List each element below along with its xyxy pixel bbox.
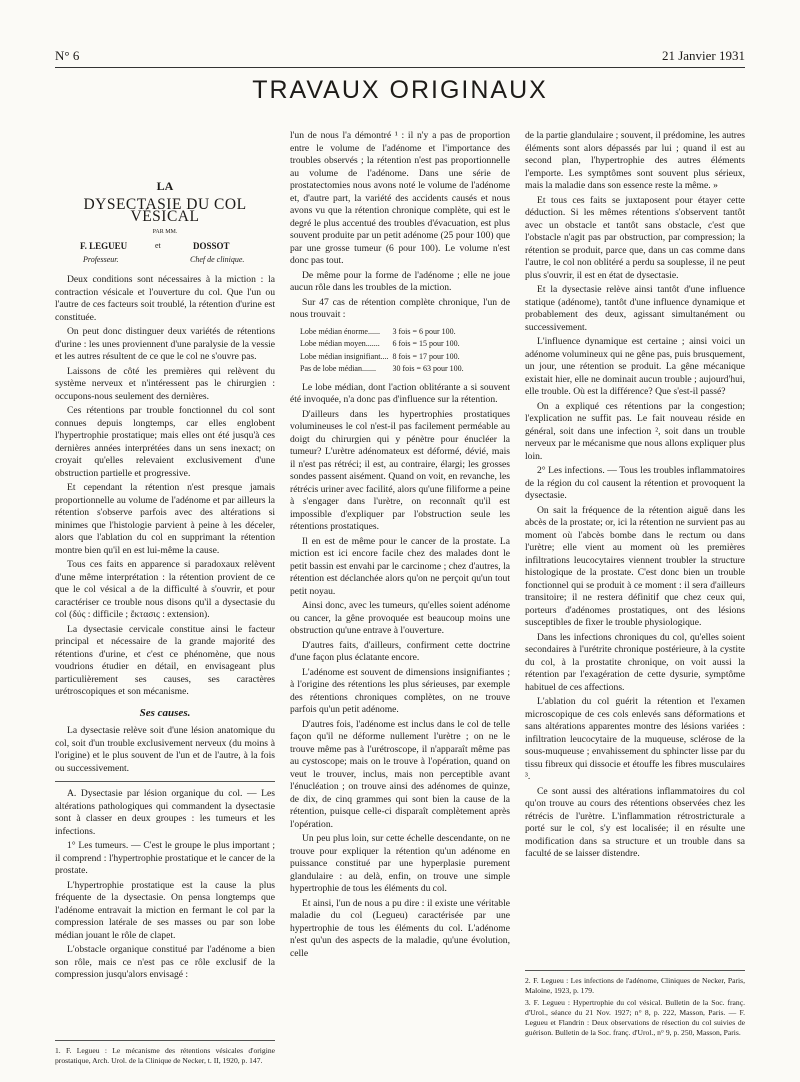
- role-legueu: Professeur.: [83, 255, 119, 264]
- journal-page: [55, 40, 745, 1065]
- paragraph: De même pour la forme de l'adénome ; elle ne joue aucun rôle dans les troubles de la miction.: [290, 269, 510, 293]
- footnote-1: 1. F. Legueu : Le mécanisme des rétentions vésicales d'origine prostatique, Arch. Urol. de la Clinique de Necker, t. II, 1920, p. 147.: [55, 1046, 275, 1065]
- paragraph: Et la dysectasie relève ainsi tantôt d'une influence statique (adénome), tantôt d'une influence dynamique et probablement des deux, agissant simultanément ou successivement.: [525, 284, 745, 333]
- footnotes: [55, 1040, 275, 1068]
- paragraph: Et cependant la rétention n'est presque jamais proportionnelle au volume de l'adénome et par ailleurs la rétention s'observe parfois avec des altérations si minimes que l'histologie parvient à peine à les déceler, alors que l'ablation du col en supprimant la rétention montre bien qu'il en est lui-même la cause.: [55, 482, 275, 556]
- authors: [55, 240, 275, 254]
- paragraph: On sait la fréquence de la rétention aiguë dans les abcès de la prostate; or, ici la rétention ne survient pas au moment où l'abcès bombe dans le rectum ou dans l'urètre; elle vient au moment où les premières infiltrations leucocytaires viennent troubler la structure histologique de la prostate. C'est donc bien un trouble fonctionnel qui se produit à ce moment : il sera d'ailleurs transitoire; il ne restera définitif que chez ceux qui, porteurs d'adénomes prostatiques, ont des lésions susceptibles de fixer le trouble physiologique.: [525, 504, 745, 628]
- paragraph: D'autres faits, d'ailleurs, confirment cette doctrine d'une façon plus éclatante encore.: [290, 639, 510, 663]
- footnote-2: 2. F. Legueu : Les infections de l'adénome, Cliniques de Necker, Paris, Maloine, 1923, p. 179.: [525, 976, 745, 995]
- paragraph: A. Dysectasie par lésion organique du col. — Les altérations pathologiques qui commandent la dysectasie sont à classer en deux groupes : les tumeurs et les infections.: [55, 788, 275, 837]
- lobe-stats-table: [300, 326, 468, 376]
- paragraph: L'adénome est souvent de dimensions insignifiantes ; à l'origine des rétentions les plus sérieuses, par exemple des rétentions chroniques complètes, on ne trouve parfois qu'un petit adénome.: [290, 666, 510, 715]
- paragraph: 2° Les infections. — Tous les troubles inflammatoires de la région du col causent la rétention et provoquent la dysectasie.: [525, 465, 745, 501]
- authors-par: PAR MM.: [152, 228, 178, 235]
- table-row: [300, 363, 468, 376]
- column-3: [525, 130, 745, 1037]
- paragraph: Dans les infections chroniques du col, qu'elles soient secondaires à l'urétrite chronique postérieure, à la cystite du col, à la prostatite chronique, on voit aussi la rétention par l'exagération de cette dysurie, symptôme habituel de ces affections.: [525, 631, 745, 693]
- author-dossot: DOSSOT: [193, 241, 230, 251]
- paragraph: On peut donc distinguer deux variétés de rétentions d'urine : les unes proviennent d'une paralysie de la vessie et les autres résultent de ce que le col ne s'ouvre pas.: [55, 326, 275, 362]
- paragraph: Sur 47 cas de rétention complète chronique, l'un de nous trouvait :: [290, 296, 510, 320]
- footnote-3: 3. F. Legueu : Hypertrophie du col vésical. Bulletin de la Soc. franç. d'Urol., séance du 21 Nov. 1927; n° 8, p. 222, Masson, Paris. — F. Legueu et Flandrin : Deux observations de résection du col suivies de guérison. Bulletin de la Soc. franç. d'Urol., n° 9, p. 250, Masson, Paris.: [525, 998, 745, 1037]
- stat-label: Lobe médian insignifiant....: [300, 351, 389, 361]
- article-title: DYSECTASIE DU COL VÉSICAL: [83, 195, 247, 225]
- column-1: [55, 130, 275, 1065]
- paragraph: L'influence dynamique est certaine ; ainsi voici un adénome volumineux qui ne gêne pas, puis brusquement, un jour, une rétention se produit. La gêne mécanique existait hier, elle ne dominait aucun trouble ; aujourd'hui, elle trouble. Où est la différence? Que s'est-il passé?: [525, 336, 745, 397]
- stat-label: Lobe médian moyen.......: [300, 339, 380, 348]
- paragraph: La dysectasie cervicale constitue ainsi le facteur principal et nécessaire de la grande majorité des rétentions d'urine, et c'est ce phénomène, que nous voudrions étudier en détail, en envisageant plus particulièrement ses causes, ses caractères urétroscopiques et son mécanisme.: [55, 623, 275, 697]
- paragraph: Et tous ces faits se juxtaposent pour étayer cette déduction. Si les mêmes rétentions s'observent tantôt avec un obstacle et tantôt sans obstacle, c'est que l'obstacle n'agit pas par obstruction, par compression; la rétention se produit, parce que, dans un cas comme dans l'autre, le col non oblitéré a perdu sa souplesse, il ne peut plus s'ouvrir, il est en état de dysectasie.: [525, 194, 745, 281]
- paragraph: Et ainsi, l'un de nous a pu dire : il existe une véritable maladie du col (Legueu) caractérisée par une hypertrophie de tous les éléments du col. L'adénome n'est qu'un des aspects de la maladie, qu'une évolution, celle: [290, 897, 510, 959]
- paragraph: L'hypertrophie prostatique est la cause la plus fréquente de la dysectasie. On pensa longtemps que l'adénome entravait la miction en fermant le col par la compression latérale de ses masses ou par son lobe médian jouant le rôle de clapet.: [55, 879, 275, 941]
- paragraph: D'ailleurs dans les hypertrophies prostatiques volumineuses le col n'est-il pas facilement perméable au doigt du chirurgien qui y pénètre pour énucléer la tumeur? L'urètre adénomateux est déformé, dévié, mais il n'est pas rétréci; il est, au contraire, élargi; les grosses sondes passent aisément. Quand on voit, en revanche, les rétrécis uriner avec facilité, alors qu'une filiforme a peine à s'engager dans l'urètre, on reconnaît qu'il est impossible d'expliquer par l'obstruction seule les rétentions prostatiques.: [290, 408, 510, 532]
- table-row: [300, 338, 468, 351]
- header-rule: [55, 67, 745, 68]
- role-dossot: Chef de clinique.: [190, 255, 245, 264]
- stat-value: 30 fois = 63 pour 100.: [392, 364, 464, 373]
- stat-value: 3 fois = 6 pour 100.: [392, 326, 456, 336]
- stat-label: Pas de lobe médian.......: [300, 364, 376, 373]
- paragraph: l'un de nous l'a démontré ¹ : il n'y a pas de proportion entre le volume de l'adénome et l'importance des troubles observés ; la rétention n'est pas proportionnelle au volume de l'adénome. Dans une série de prostatectomies nous avons noté le volume de l'adénome et, d'autre part, la variété des accidents causés et nous avons vu que la rétention chronique complète, qui est le degré le plus accentué des troubles d'évacuation, est plus souvent produite par un petit adénome (25 pour 100) que par une grosse tumeur (6 pour 100). Le volume n'est donc pas tout.: [290, 130, 510, 266]
- stat-label: Lobe médian énorme......: [300, 326, 380, 336]
- table-row: [300, 351, 468, 364]
- paragraph: Deux conditions sont nécessaires à la miction : la contraction vésicale et l'ouverture du col. Que l'un ou l'autre de ces facteurs soit troublé, la rétention d'urine est constituée.: [55, 274, 275, 323]
- issue-number: N° 6: [55, 48, 80, 63]
- author-roles: [55, 254, 275, 274]
- paragraph: de la partie glandulaire ; souvent, il prédomine, les autres éléments sont alors dépassés par lui ; quand il est au second plan, l'hypertrophie des autres éléments l'emporte. Les symptômes sont souvent plus sérieux, mais la maladie dans son essence reste la même. »: [525, 130, 745, 191]
- paragraph: La dysectasie relève soit d'une lésion anatomique du col, soit d'un trouble exclusivement nerveux (du moins à l'origine) et le plus souvent de l'un et de l'autre, à la fois ou successivement.: [55, 725, 275, 774]
- paragraph: 1° Les tumeurs. — C'est le groupe le plus important ; il comprend : l'hypertrophie prostatique et le cancer de la prostate.: [55, 840, 275, 876]
- paragraph: Le lobe médian, dont l'action oblitérante a si souvent été invoquée, n'a donc pas d'influence sur la rétention.: [290, 381, 510, 405]
- paragraph: On a expliqué ces rétentions par la congestion; l'explication ne suffit pas. Le fait nouveau réside en général, soit dans une infection ², soit dans un trouble nerveux par le mécanisme que nous allons expliquer plus loin.: [525, 400, 745, 462]
- author-legueu: F. LEGUEU: [80, 241, 128, 251]
- paragraph: Tous ces faits en apparence si paradoxaux relèvent d'une même interprétation : la rétention provient de ce que le col vésical a de la difficulté à s'ouvrir, et pour caractériser ce trouble nous disons qu'il a dysectasie du col (δύς : difficile ; ἔκτασις : extension).: [55, 559, 275, 620]
- stat-value: 6 fois = 15 pour 100.: [392, 339, 460, 348]
- table-row: [300, 326, 468, 339]
- footnotes: [525, 970, 745, 1040]
- stat-value: 8 fois = 17 pour 100.: [392, 351, 460, 361]
- divider: [55, 781, 275, 782]
- issue-date: 21 Janvier 1931: [661, 48, 745, 63]
- paragraph: Il en est de même pour le cancer de la prostate. La miction est ici encore facile chez des malades dont le petit bassin est envahi par le carcinome ; chez d'autres, la rétention est déclanchée alors qu'on ne perçoit qu'un tout petit noyau.: [290, 535, 510, 597]
- section-title: TRAVAUX ORIGINAUX: [252, 76, 548, 104]
- paragraph: Un peu plus loin, sur cette échelle descendante, on ne trouve pour expliquer la rétention qu'un adénome en puissance constitué par une hyperplasie purement glandulaire : au delà, enfin, on trouve une simple hypertrophie de tous les éléments du col.: [290, 833, 510, 894]
- article-prefix: LA: [156, 179, 174, 193]
- paragraph: Ce sont aussi des altérations inflammatoires du col qu'on trouve au cours des rétentions observées chez les rétrécis de l'urètre. L'inflammation rétrostricturale a porté sur le col, s'y est localisée; il en résulte une modification dans sa structure et un trouble dans sa faculté de se laisser distendre.: [525, 785, 745, 859]
- paragraph: L'obstacle organique constitué par l'adénome a bien son rôle, mais ce n'est pas ce rôle exclusif de la compression jusqu'alors envisagé :: [55, 944, 275, 980]
- paragraph: D'autres fois, l'adénome est inclus dans le col de telle façon qu'il ne déforme nullement l'urètre ; on ne le trouve même pas à l'urétroscope, il n'apparaît même pas au cystoscope; mais on le trouve à l'opération, quand on veut le trouver, inclus, mais non perceptible avant l'énucléation ; on trouve ainsi des adénomes de quinze, de dix, de cinq grammes qui sont bien la cause de la rétention, puisque celle-ci disparaît complètement après l'opération.: [290, 718, 510, 830]
- authors-and: et: [155, 241, 161, 250]
- section-heading: Ses causes.: [139, 706, 191, 719]
- paragraph: L'ablation du col guérit la rétention et l'examen microscopique de ces cols enlevés sans déformations et sans altérations apparentes montre des lésions variées : infiltration leucocytaire de la muqueuse, sclérose de la sous-muqueuse ; envahissement du sphincter lisse par du tissu fibreux qui dissocie et étouffe les fibres musculaires ³.: [525, 696, 745, 782]
- paragraph: Laissons de côté les premières qui relèvent du système nerveux et n'intéressent pas le chirurgien : occupons-nous seulement des dernières.: [55, 365, 275, 402]
- column-2: [290, 130, 510, 962]
- paragraph: Ces rétentions par trouble fonctionnel du col sont connues depuis longtemps, car elles englobent l'hypertrophie prostatique; mais elles ont été jusqu'à ces dernières années interprétées dans un sens inexact; on croyait qu'elles relevaient exclusivement d'une obstruction partielle et progressive.: [55, 405, 275, 479]
- paragraph: Ainsi donc, avec les tumeurs, qu'elles soient adénome ou cancer, la gêne provoquée est beaucoup moins une obstruction qu'une entrave à l'ouverture.: [290, 600, 510, 636]
